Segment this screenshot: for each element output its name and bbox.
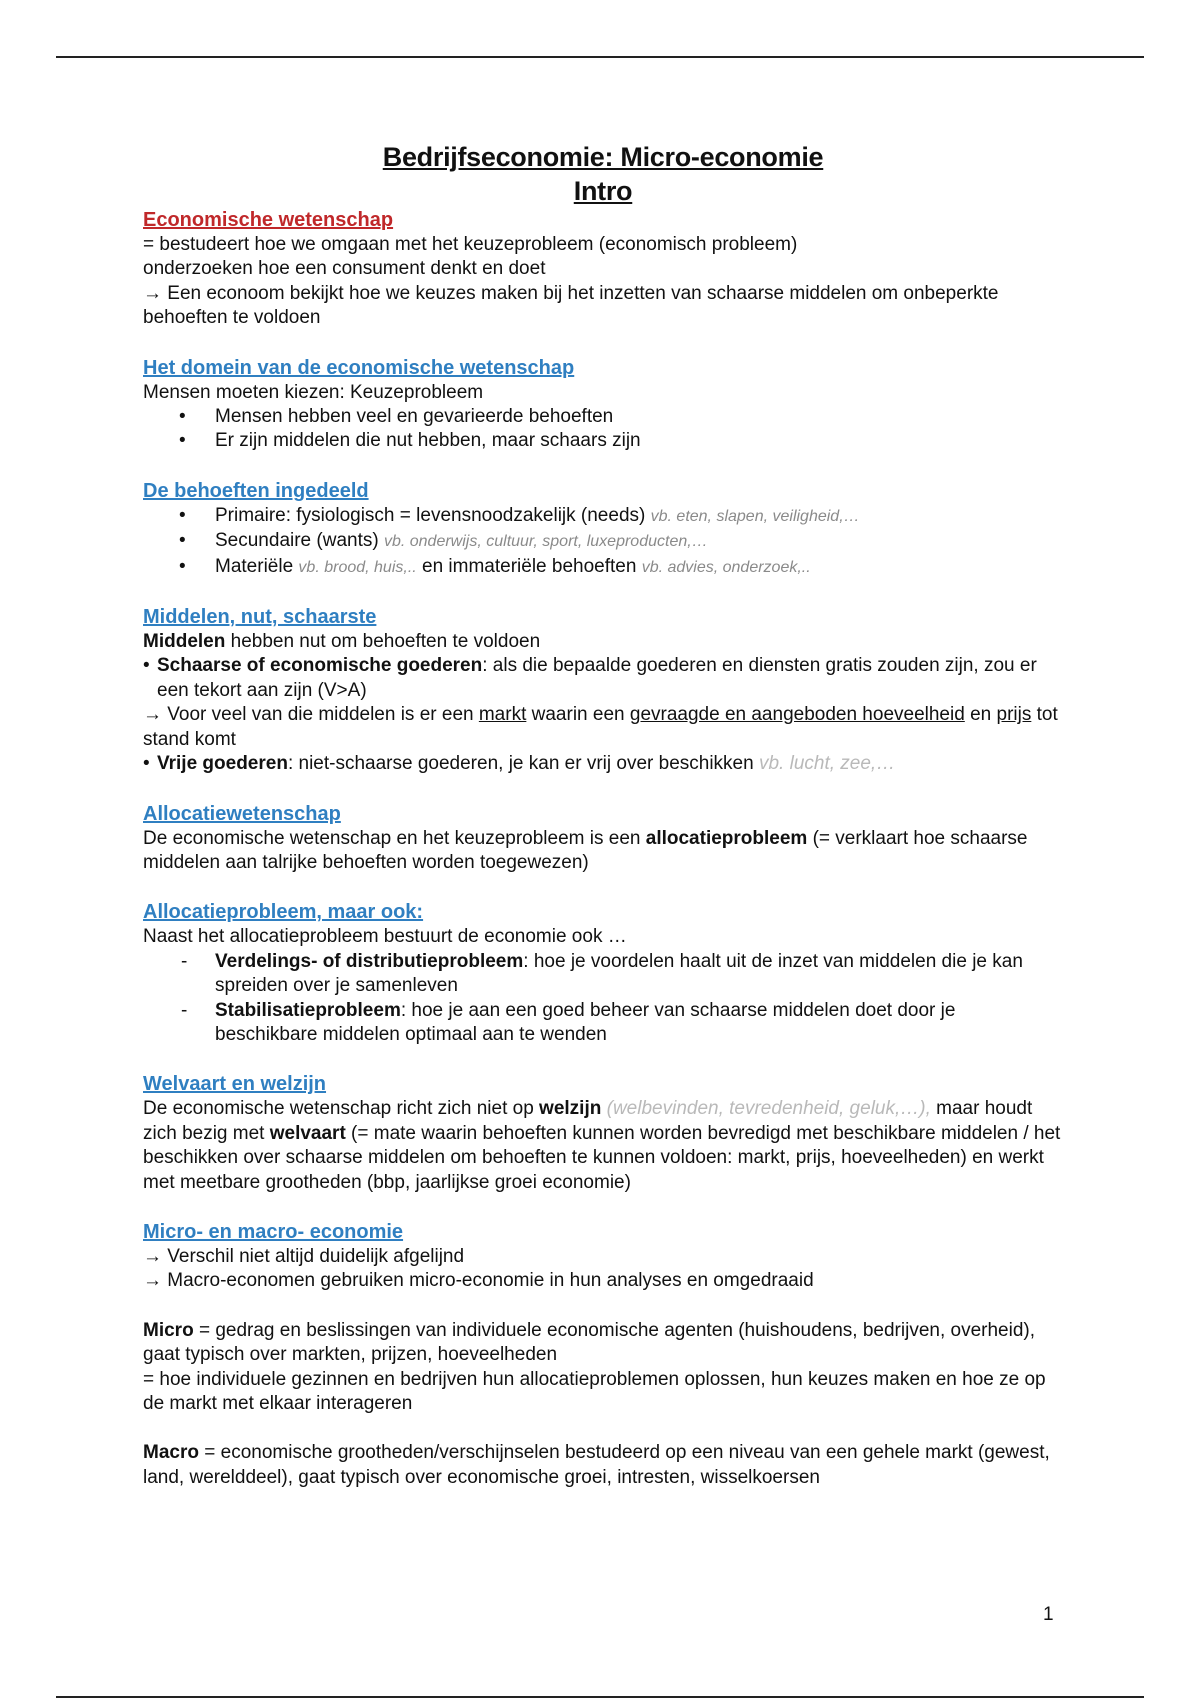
list-item: • Primaire: fysiologisch = levensnoodzakelijk (needs) vb. eten, slapen, veiligheid,… xyxy=(143,504,1063,529)
paragraph-micro: Micro = gedrag en beslissingen van individuele economische agenten (huishoudens, bedrijven, overheid), gaat typisch over markten, prijzen, hoeveelheden xyxy=(143,1319,1035,1366)
example-text: vb. onderwijs, cultuur, sport, luxeproducten,… xyxy=(383,533,708,551)
heading-micro-macro: Micro- en macro- economie xyxy=(143,1220,404,1243)
list-item: - Verdelings- of distributieprobleem: hoe je voordelen haalt uit de inzet van middelen die je kan spreiden over je samenleven xyxy=(143,950,1063,999)
problemen-list xyxy=(143,950,1063,1048)
section-intro: Mensen moeten kiezen: Keuzeprobleem xyxy=(143,381,484,403)
paragraph: De economische wetenschap richt zich niet op welzijn (welbevinden, tevredenheid, geluk,…), maar houdt zich bezig met welvaart (= mate waarin behoeften kunnen worden bevredigd met beschikbare middelen / het beschikken over schaarse middelen om behoeften te kunnen voldoen: markt, prijs, hoeveelheden) en werkt met meetbare grootheden (bbp, jaarlijkse groei economie) xyxy=(143,1098,1061,1193)
definition-line: = bestudeert hoe we omgaan met het keuzeprobleem (economisch probleem) xyxy=(143,234,798,255)
bullet-paragraph: • Schaarse of economische goederen: als die bepaalde goederen en diensten gratis zouden zijn, zou er een tekort aan zijn (V>A) xyxy=(143,654,1063,703)
example-text: vb. brood, huis,.. xyxy=(298,558,417,576)
page-number: 1 xyxy=(1043,1604,1054,1625)
heading-welvaart: Welvaart en welzijn xyxy=(143,1073,327,1096)
bullet-paragraph: • Vrije goederen: niet-schaarse goederen, je kan er vrij over beschikken vb. lucht, zee,… xyxy=(143,752,1063,776)
arrow-line: → Een econoom bekijkt hoe we keuzes maken bij het inzetten van schaarse middelen om onbeperkte behoeften te voldoen xyxy=(143,282,999,329)
heading-middelen: Middelen, nut, schaarste xyxy=(143,606,377,629)
list-item: • Mensen hebben veel en gevarieerde behoeften xyxy=(143,405,1063,429)
example-text: (welbevinden, tevredenheid, geluk,…), xyxy=(601,1098,931,1120)
list-item: • Er zijn middelen die nut hebben, maar schaars zijn xyxy=(143,429,1063,453)
heading-economische-wetenschap: Economische wetenschap xyxy=(143,209,394,231)
arrow-line: → Macro-economen gebruiken micro-economie in hun analyses en omgedraaid xyxy=(143,1270,814,1292)
list-item: • Secundaire (wants) vb. onderwijs, cultuur, sport, luxeproducten,… xyxy=(143,529,1063,554)
paragraph-micro-2: = hoe individuele gezinnen en bedrijven hun allocatieproblemen oplossen, hun keuzes maken en hoe ze op de markt met elkaar interageren xyxy=(143,1368,1046,1414)
section-intro: Naast het allocatieprobleem bestuurt de economie ook … xyxy=(143,926,627,948)
domein-list xyxy=(143,405,1063,454)
heading-allocatieprobleem: Allocatieprobleem, maar ook: xyxy=(143,901,424,924)
example-text: vb. lucht, zee,… xyxy=(758,753,896,775)
document-title: Bedrijfseconomie: Micro-economie xyxy=(382,142,824,172)
paragraph: Middelen hebben nut om behoeften te voldoen xyxy=(143,631,541,653)
document-body xyxy=(143,140,1063,1490)
document-subtitle: Intro xyxy=(573,176,633,206)
paragraph-macro: Macro = economische grootheden/verschijnselen bestudeerd op een niveau van een gehele markt (gewest, land, werelddeel), gaat typisch over economische groei, intresten, wisselkoersen xyxy=(143,1442,1050,1488)
header-rule xyxy=(56,56,1144,58)
definition-line: onderzoeken hoe een consument denkt en doet xyxy=(143,258,546,280)
heading-domein: Het domein van de economische wetenschap xyxy=(143,356,575,379)
example-text: vb. eten, slapen, veiligheid,… xyxy=(650,507,860,525)
arrow-line: → Voor veel van die middelen is er een markt waarin een gevraagde en aangeboden hoeveelheid en prijs tot stand komt xyxy=(143,704,1058,750)
paragraph: De economische wetenschap en het keuzeprobleem is een allocatieprobleem (= verklaart hoe schaarse middelen aan talrijke behoeften worden toegewezen) xyxy=(143,827,1028,873)
behoeften-list xyxy=(143,504,1063,580)
list-item: • Materiële vb. brood, huis,.. en immateriële behoeften vb. advies, onderzoek,.. xyxy=(143,555,1063,580)
heading-allocatiewetenschap: Allocatiewetenschap xyxy=(143,802,341,825)
footer-rule xyxy=(56,1696,1144,1698)
heading-behoeften: De behoeften ingedeeld xyxy=(143,479,369,502)
arrow-line: → Verschil niet altijd duidelijk afgelijnd xyxy=(143,1245,465,1267)
example-text: vb. advies, onderzoek,.. xyxy=(641,558,811,576)
list-item: - Stabilisatieprobleem: hoe je aan een goed beheer van schaarse middelen doet door je beschikbare middelen optimaal aan te wenden xyxy=(143,999,1063,1048)
